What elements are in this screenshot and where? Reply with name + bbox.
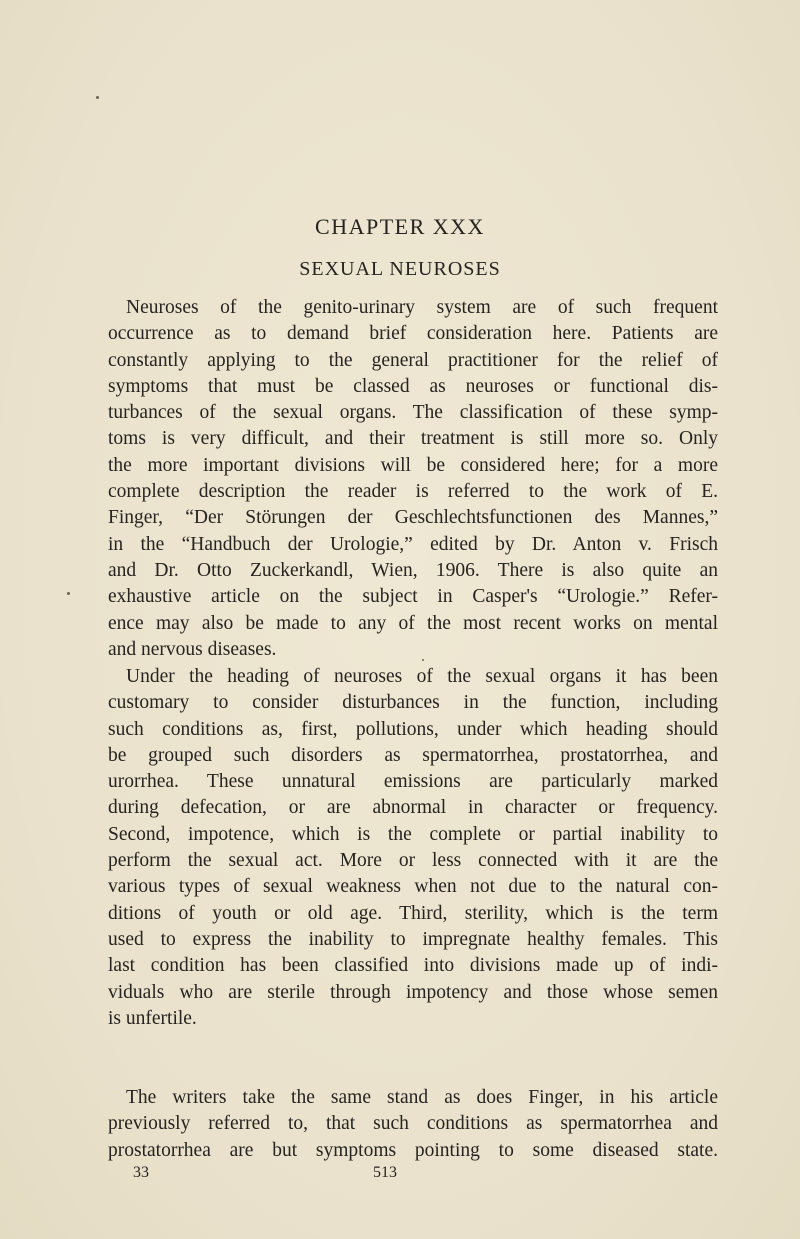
text-line: turbances of the sexual organs. The classification of these symp- [108,402,718,424]
text-line: Neuroses of the genito-urinary system are of such frequent [126,297,718,318]
text-line: constantly applying to the general practitioner for the relief of [108,349,718,371]
text-line: such conditions as, first, pollutions, under which heading should [108,718,718,740]
text-line: various types of sexual weakness when not due to the natural con- [108,876,718,898]
text-line: The writers take the same stand as does Finger, in his article [126,1087,718,1108]
text-line: previously referred to, that such conditions as spermatorrhea and [108,1113,718,1135]
chapter-heading: CHAPTER XXX [315,214,485,239]
paragraph-1 [108,295,718,663]
text-line: Under the heading of neuroses of the sexual organs it has been [126,666,718,687]
paper-speck [67,592,70,595]
text-line: customary to consider disturbances in the function, including [108,692,718,714]
section-title: SEXUAL NEUROSES [299,258,501,280]
text-line: and Dr. Otto Zuckerkandl, Wien, 1906. There is also quite an [108,559,718,581]
text-line: the more important divisions will be considered here; for a more [108,454,718,476]
text-line: complete description the reader is referred to the work of E. [108,481,718,503]
text-line: in the “Handbuch der Urologie,” edited by Dr. Anton v. Frisch [108,533,718,555]
paragraph-2 [108,664,718,1032]
page-number: 513 [373,1164,397,1181]
text-line: be grouped such disorders as spermatorrhea, prostatorrhea, and [108,744,718,766]
signature-mark: 33 [133,1164,149,1181]
paper-speck [96,96,99,99]
text-line: prostatorrhea are but symptoms pointing to some diseased state. [108,1139,718,1161]
paragraph-3 [108,1085,718,1164]
text-line: and nervous diseases. [108,638,277,660]
text-line: ence may also be made to any of the most recent works on mental [108,612,718,634]
text-line: exhaustive article on the subject in Casper's “Urologie.” Refer- [108,586,718,608]
text-line: urorrhea. These unnatural emissions are particularly marked [108,771,718,793]
paper-speck [422,659,424,661]
text-line: Second, impotence, which is the complete or partial inability to [108,823,718,845]
text-line: is unfertile. [108,1007,197,1029]
text-line: ditions of youth or old age. Third, sterility, which is the term [108,902,718,924]
text-line: Finger, “Der Störungen der Geschlechtsfunctionen des Mannes,” [108,507,718,529]
text-line: occurrence as to demand brief consideration here. Patients are [108,323,718,345]
text-line: during defecation, or are abnormal in character or frequency. [108,797,718,819]
text-line: symptoms that must be classed as neuroses or functional dis- [108,375,718,397]
text-line: viduals who are sterile through impotency and those whose semen [108,981,718,1003]
text-line: perform the sexual act. More or less connected with it are the [108,850,718,872]
text-line: last condition has been classified into divisions made up of indi- [108,955,718,977]
text-line: toms is very difficult, and their treatment is still more so. Only [108,428,718,450]
text-line: used to express the inability to impregnate healthy females. This [108,928,718,950]
